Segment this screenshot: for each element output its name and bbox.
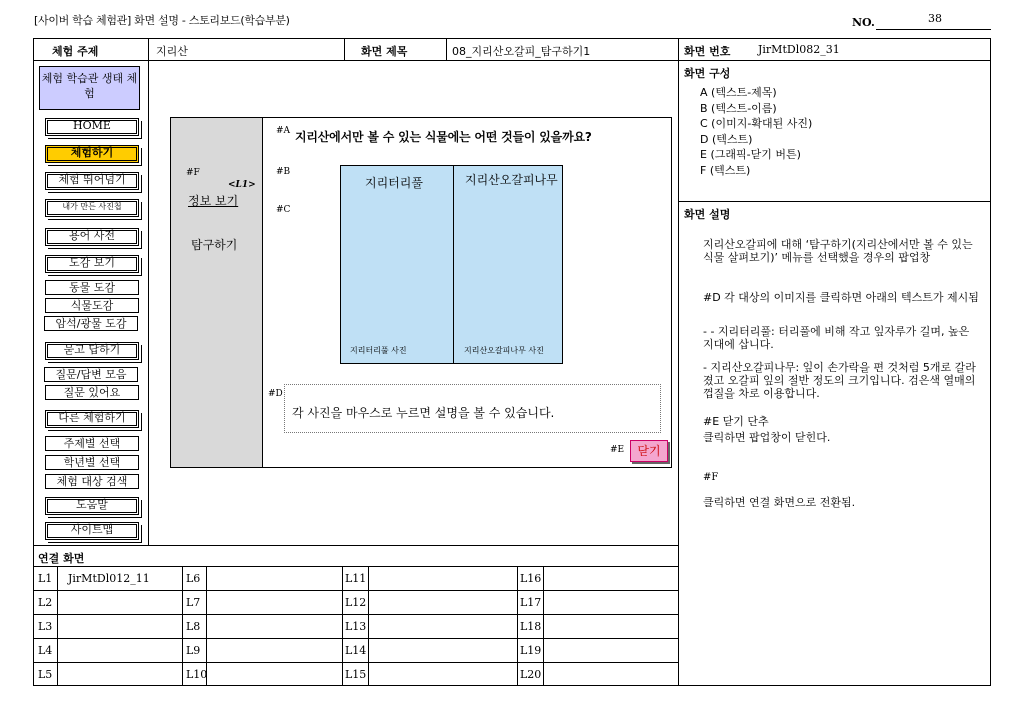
link-marker-l1: <L1> xyxy=(228,180,256,190)
links-col-line xyxy=(57,566,58,686)
links-title: 연결 화면 xyxy=(38,552,85,565)
composition-item: F (텍스트) xyxy=(700,163,751,177)
description-para-6: 클릭하면 팝업창이 닫힌다. xyxy=(703,431,831,444)
link-key: L16 xyxy=(520,572,542,585)
link-key: L6 xyxy=(186,572,201,585)
popup-title: 지리산에서만 볼 수 있는 식물에는 어떤 것들이 있을까요? xyxy=(295,130,592,144)
nav-help-button[interactable]: 도움말 xyxy=(45,497,139,515)
page-number-label: NO. xyxy=(852,16,875,29)
screen-number-value: JirMtDl082_31 xyxy=(758,43,840,56)
link-key: L19 xyxy=(520,644,542,657)
tag-a: #A xyxy=(276,126,291,136)
composition-item: D (텍스트) xyxy=(700,132,753,146)
composition-title: 화면 구성 xyxy=(684,67,731,80)
header-divider-1 xyxy=(344,38,345,60)
description-para-1: 지리산오갈피에 대해 ‘탐구하기(지리산에서만 볼 수 있는 식물 살펴보기)’ 메뉴를 선택했을 경우의 팝업창 xyxy=(703,238,973,264)
nav-column-divider xyxy=(148,38,149,545)
nav-qna-collection-button[interactable]: 질문/답변 모음 xyxy=(44,367,138,382)
link-key: L15 xyxy=(345,668,367,681)
header-row-divider xyxy=(33,60,991,61)
composition-item: E (그래픽-닫기 버튼) xyxy=(700,148,801,161)
links-col-line xyxy=(182,566,183,686)
explore-label: 탐구하기 xyxy=(191,238,238,252)
tag-f: #F xyxy=(186,168,200,178)
links-col-line xyxy=(517,566,518,686)
nav-home-button[interactable]: HOME xyxy=(45,118,139,136)
document-title: [사이버 학습 체험관] 화면 설명 - 스토리보드(학습부분) xyxy=(34,14,290,27)
description-para-4: - 지리산오갈피나무: 잎이 손가락을 편 것처럼 5개로 갈라졌고 오갈피 잎의 절반 정도의 크기입니다. 검은색 열매의 껍질을 차로 이용합니다. xyxy=(703,361,976,400)
links-col-line xyxy=(543,566,544,686)
subject-value: 지리산 xyxy=(156,45,188,58)
description-para-2: #D 각 대상의 이미지를 클릭하면 아래의 텍스트가 제시됨 xyxy=(703,291,979,304)
link-key: L13 xyxy=(345,620,367,633)
popup-side-panel xyxy=(170,117,263,468)
link-key: L7 xyxy=(186,596,201,609)
nav-skip-experience-button[interactable]: 체험 뛰어넘기 xyxy=(45,172,139,190)
composition-list xyxy=(700,85,812,178)
nav-rock-mineral-guide-button[interactable]: 암석/광물 도감 xyxy=(44,316,138,331)
header-divider-2 xyxy=(446,38,447,60)
nav-grade-select-button[interactable]: 학년별 선택 xyxy=(45,455,139,470)
composition-item: C (이미지-확대된 사진) xyxy=(700,117,813,130)
links-top-divider xyxy=(33,545,678,546)
nav-animal-guide-button[interactable]: 동물 도감 xyxy=(45,280,139,295)
plant-photo-area[interactable] xyxy=(340,165,563,364)
nav-qna-button[interactable]: 묻고 답하기 xyxy=(45,342,139,360)
nav-plant-guide-button[interactable]: 식물도감 xyxy=(45,298,139,313)
links-row-line-1 xyxy=(33,590,678,591)
link-key: L2 xyxy=(38,596,53,609)
subject-label: 체험 주제 xyxy=(52,45,99,58)
right-panel-section-divider xyxy=(678,201,991,202)
nav-my-album-button[interactable]: 내가 만든 사진첩 xyxy=(45,199,139,217)
tag-d: #D xyxy=(268,389,283,399)
plant-name-right: 지리산오갈피나무 xyxy=(465,173,558,187)
nav-field-guide-button[interactable]: 도감 보기 xyxy=(45,255,139,273)
nav-eco-experience-box[interactable]: 체험 학습관 생태 체험 xyxy=(39,66,140,110)
link-key: L12 xyxy=(345,596,367,609)
tag-c: #C xyxy=(276,205,291,215)
link-key: L4 xyxy=(38,644,53,657)
links-row-line-3 xyxy=(33,638,678,639)
link-key: L11 xyxy=(345,572,367,585)
link-key: L18 xyxy=(520,620,542,633)
screen-title-value: 08_지리산오갈피_탐구하기1 xyxy=(452,45,591,58)
link-key: L14 xyxy=(345,644,367,657)
links-row-line-4 xyxy=(33,662,678,663)
nav-glossary-button[interactable]: 용어 사전 xyxy=(45,228,139,246)
link-value: JirMtDl012_11 xyxy=(68,572,150,585)
link-key: L5 xyxy=(38,668,53,681)
photo-divider xyxy=(453,165,454,364)
description-title: 화면 설명 xyxy=(684,208,731,221)
composition-item: B (텍스트-이름) xyxy=(700,101,777,115)
link-key: L1 xyxy=(38,572,53,585)
description-para-3: - - 지리터리풀: 터리풀에 비해 작고 잎자루가 길며, 높은 지대에 삽니다. xyxy=(703,325,970,351)
nav-sitemap-button[interactable]: 사이트맵 xyxy=(45,522,139,540)
screen-number-label: 화면 번호 xyxy=(684,45,731,58)
link-key: L20 xyxy=(520,668,542,681)
link-key: L9 xyxy=(186,644,201,657)
tag-e: #E xyxy=(610,445,625,455)
nav-experience-button[interactable]: 체험하기 xyxy=(45,145,139,163)
links-col-line xyxy=(342,566,343,686)
description-para-7: #F xyxy=(703,472,719,483)
photo-caption-right: 지리산오갈피나무 사진 xyxy=(464,346,544,355)
description-para-5: #E 닫기 단추 xyxy=(703,415,769,428)
links-row-line-0 xyxy=(33,566,678,567)
description-text: 각 사진을 마우스로 누르면 설명을 볼 수 있습니다. xyxy=(292,406,555,420)
page-number-underline xyxy=(876,29,991,30)
composition-item: A (텍스트-제목) xyxy=(700,86,777,99)
link-key: L3 xyxy=(38,620,53,633)
links-col-line xyxy=(368,566,369,686)
links-row-line-2 xyxy=(33,614,678,615)
nav-target-search-button[interactable]: 체험 대상 검색 xyxy=(45,474,139,489)
plant-name-left: 지리터리풀 xyxy=(365,176,423,190)
right-panel-divider xyxy=(678,38,679,686)
page-number-value: 38 xyxy=(928,12,942,25)
photo-caption-left: 지리터리풀 사진 xyxy=(350,346,407,355)
tag-b: #B xyxy=(276,167,291,177)
description-para-8: 클릭하면 연결 화면으로 전환됨. xyxy=(703,496,856,509)
info-view-link[interactable]: 정보 보기 xyxy=(188,194,239,208)
nav-other-experience-button[interactable]: 다른 체험하기 xyxy=(45,410,139,428)
close-button[interactable]: 닫기 xyxy=(630,440,668,462)
link-key: L10 xyxy=(186,668,208,681)
link-key: L17 xyxy=(520,596,542,609)
nav-topic-select-button[interactable]: 주제별 선택 xyxy=(45,436,139,451)
nav-ask-question-button[interactable]: 질문 있어요 xyxy=(45,385,139,400)
link-key: L8 xyxy=(186,620,201,633)
screen-title-label: 화면 제목 xyxy=(361,45,408,58)
